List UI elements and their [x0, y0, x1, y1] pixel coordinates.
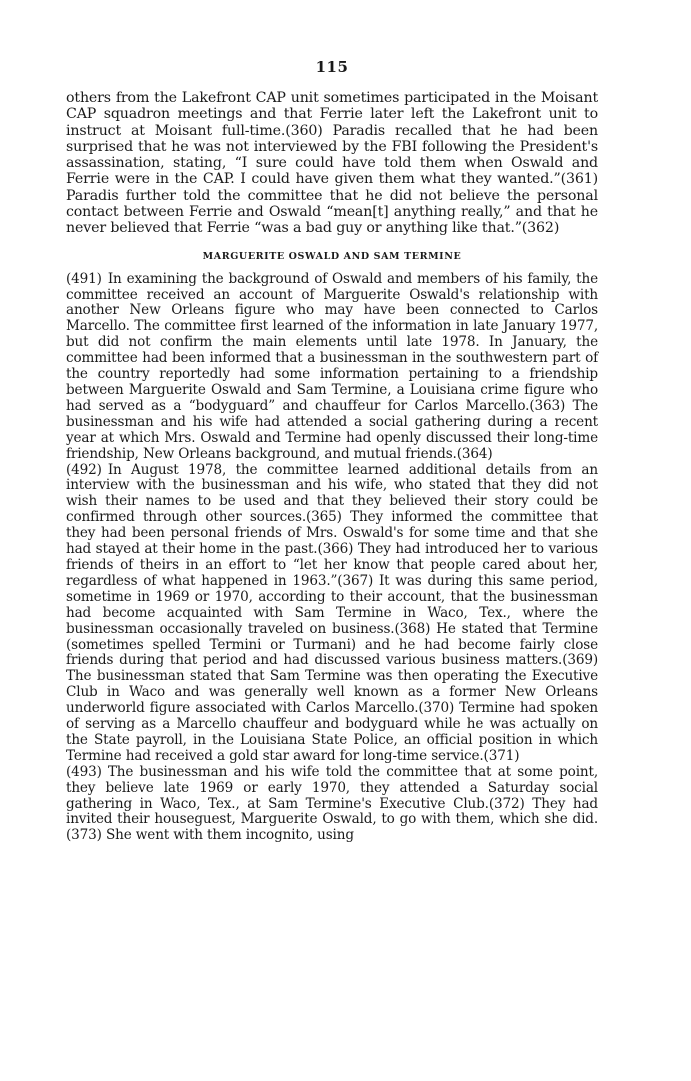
- paragraph-491: [66, 272, 598, 463]
- paragraph-text: The businessman and his wife told the committee that at some point, they believe late 1969 or early 1970, they attended a Saturday social gathering in Waco, Tex., at Sam Termine's Executive Club.(372) They had invited their houseguest, Marguerite Oswald, to go with them, which she did.(373) She went with them incognito, using: [66, 763, 598, 844]
- paragraph-number: (493): [66, 763, 102, 780]
- paragraph-492: [66, 463, 598, 765]
- document-page: [66, 58, 598, 844]
- paragraph-493: [66, 765, 598, 845]
- paragraph-number: (491): [66, 270, 102, 287]
- paragraph-text: In examining the background of Oswald and members of his family, the committee received an account of Marguerite Oswald's relationship with another New Orleans figure who may have been connected to Carlos Marcello. The committee first learned of the information in late January 1977, but did not confirm the main elements until late 1978. In January, the committee had been informed that a businessman in the southwestern part of the country reportedly had some information pertaining to a friendship between Marguerite Oswald and Sam Termine, a Louisiana crime figure who had served as a “bodyguard” and chauffeur for Carlos Marcello.(363) The businessman and his wife had attended a social gathering during a recent year at which Mrs. Oswald and Termine had openly discussed their long-time friendship, New Orleans background, and mutual friends.(364): [66, 270, 598, 462]
- paragraph-text: In August 1978, the committee learned additional details from an interview with the businessman and his wife, who stated that they did not wish their names to be used and that they believed their story could be confirmed through other sources.(365) They informed the committee that they had been personal friends of Mrs. Oswald's for some time and that she had stayed at their home in the past.(366) They had introduced her to various friends of theirs in an effort to “let her know that people cared about her, regardless of what happened in 1963.”(367) It was during this same period, sometime in 1969 or 1970, according to their account, that the businessman had become acquainted with Sam Termine in Waco, Tex., where the businessman occasionally traveled on business.(368) He stated that Termine (sometimes spelled Termini or Turmani) and he had become fairly close friends during that period and had discussed various business matters.(369) The businessman stated that Sam Termine was then operating the Executive Club in Waco and was generally well known as a former New Orleans underworld figure associated with Carlos Marcello.(370) Termine had spoken of serving as a Marcello chauffeur and bodyguard while he was actually on the State payroll, in the Louisiana State Police, an official position in which Termine had received a gold star award for long-time service.(371): [66, 461, 598, 764]
- paragraph-number: (492): [66, 461, 102, 478]
- section-heading: MARGUERITE OSWALD AND SAM TERMINE: [202, 250, 462, 262]
- intro-paragraph: others from the Lakefront CAP unit sometimes participated in the Moisant CAP squadron meetings and that Ferrie later left the Lakefront unit to instruct at Moisant full-time.(360) Paradis recalled that he had been surprised that he was not interviewed by the FBI following the President's assassination, stating, “I sure could have told them when Oswald and Ferrie were in the CAP. I could have given them what they wanted.”(361) Paradis further told the committee that he did not believe the personal contact between Ferrie and Oswald “mean[t] anything really,” and that he never believed that Ferrie “was a bad guy or anything like that.”(362): [66, 90, 598, 237]
- page-number: 115: [315, 58, 349, 76]
